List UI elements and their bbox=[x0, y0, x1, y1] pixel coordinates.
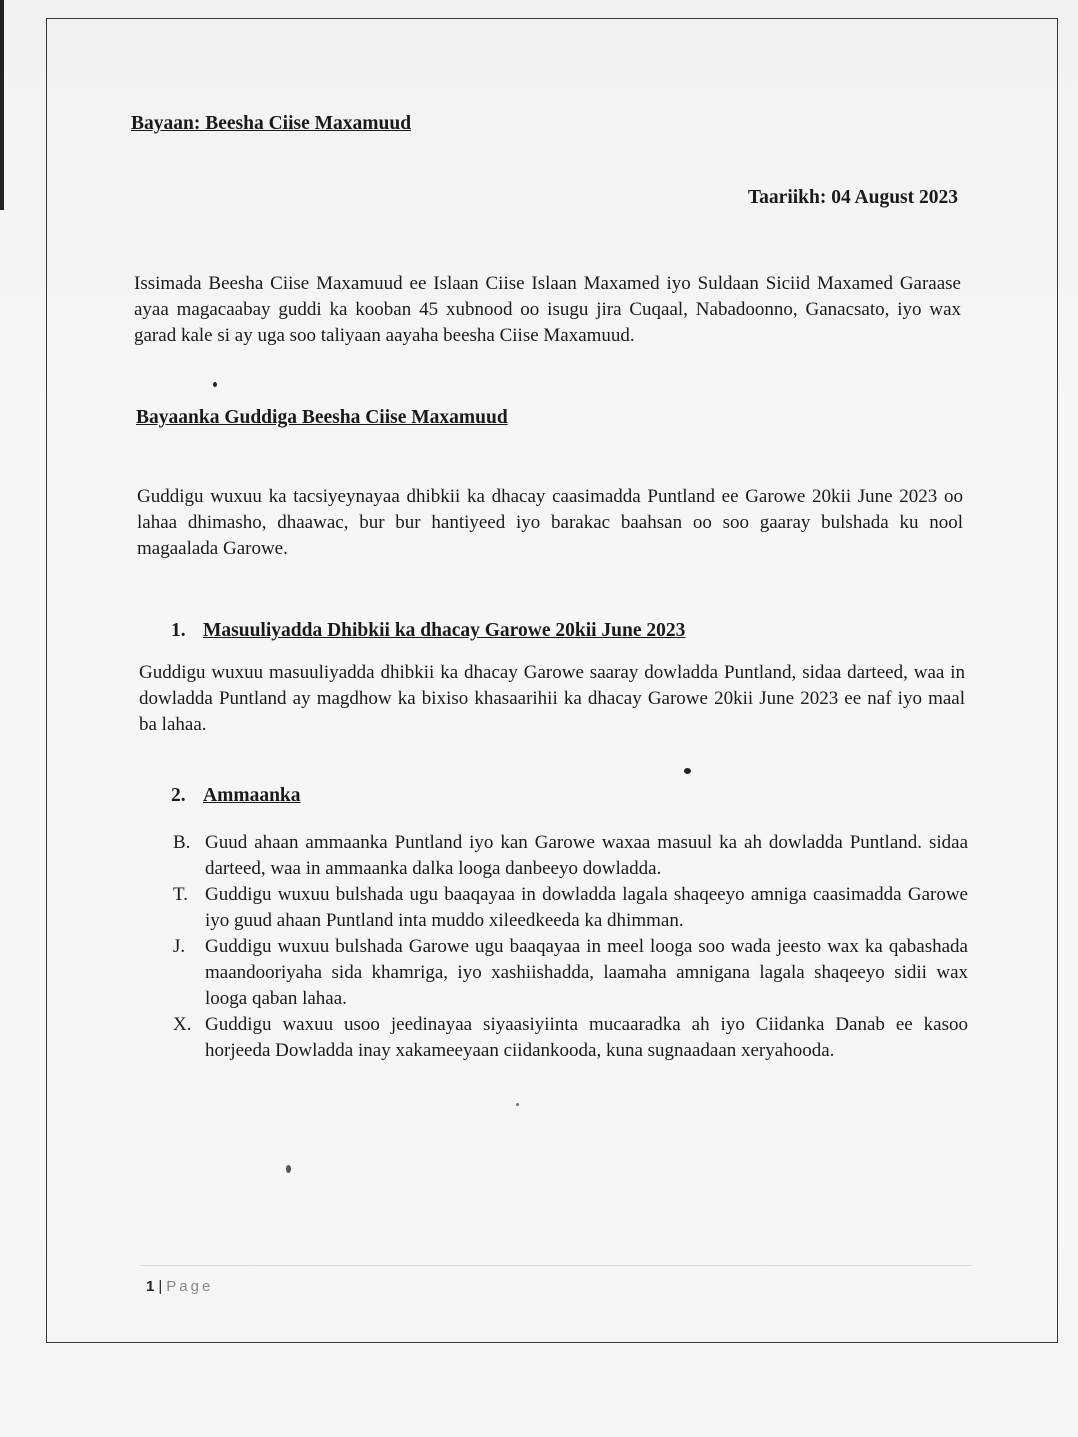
section-2-title: Ammaanka bbox=[203, 785, 301, 806]
list-item-text: Guud ahaan ammaanka Puntland iyo kan Garowe waxaa masuul ka ah dowladda Puntland. sidaa darteed, waa in ammaanka dalka looga danbeeyo dowladda. bbox=[205, 832, 968, 879]
scan-edge-shadow bbox=[0, 0, 4, 210]
list-item-text: Guddigu wuxuu bulshada ugu baaqayaa in dowladda lagala shaqeeyo amniga caasimadda Garowe iyo guud ahaan Puntland inta muddo xileedkeeda ka dhimman. bbox=[205, 884, 968, 931]
section-1-title: Masuuliyadda Dhibkii ka dhacay Garowe 20kii June 2023 bbox=[203, 620, 686, 641]
scan-speck bbox=[684, 768, 691, 774]
list-item bbox=[173, 830, 968, 882]
page-number: 1 bbox=[146, 1278, 155, 1295]
document-date: Taariikh: 04 August 2023 bbox=[747, 187, 958, 208]
list-item-label: X. bbox=[173, 1014, 192, 1035]
section-1-number: 1. bbox=[171, 620, 186, 641]
list-item-text: Guddigu wuxuu bulshada Garowe ugu baaqayaa in meel looga soo wada jeesto wax ka qabashada maandooriyaha sida khamriga, iyo xashiishadda, laamaha amnigana lagala shaqeeyo sidii wax looga qaban lahaa. bbox=[205, 936, 968, 1009]
section-1-paragraph: Guddigu wuxuu masuuliyadda dhibkii ka dhacay Garowe saaray dowladda Puntland, sidaa darteed, waa in dowladda Puntland ay magdhow ka bixiso khasaarihii ka dhacay Garowe 20kii June 2023 ee naf iyo maal ba lahaa. bbox=[139, 662, 965, 735]
list-item bbox=[173, 934, 968, 1012]
intro-paragraph: Issimada Beesha Ciise Maxamuud ee Islaan Ciise Islaan Maxamed iyo Suldaan Siciid Maxamed Garaase ayaa magacaabay guddi ka kooban 45 xubnood oo isugu jira Cuqaal, Nabadoonno, Ganacsato, iyo wax garad kale si ay uga soo taliyaan aayaha beesha Ciise Maxamuud. bbox=[134, 273, 961, 346]
section-2-heading bbox=[171, 785, 301, 807]
scan-speck bbox=[213, 382, 217, 387]
footer-divider bbox=[140, 1265, 972, 1266]
list-item-label: T. bbox=[173, 884, 188, 905]
list-item bbox=[173, 882, 968, 934]
list-item-label: J. bbox=[173, 936, 186, 957]
page-separator: | bbox=[158, 1278, 163, 1295]
condolence-paragraph: Guddigu wuxuu ka tacsiyeynayaa dhibkii ka dhacay caasimadda Puntland ee Garowe 20kii June 2023 oo lahaa dhimasho, dhaawac, bur bur hantiyeed iyo barakac baahsan oo soo gaaray bulshada ku nool magaalada Garowe. bbox=[137, 486, 963, 559]
page-footer bbox=[146, 1278, 213, 1295]
list-item bbox=[173, 1012, 968, 1064]
security-list bbox=[173, 830, 968, 1064]
scan-speck bbox=[516, 1103, 519, 1106]
section-1-heading bbox=[171, 620, 685, 642]
scan-speck bbox=[286, 1165, 291, 1173]
page-word: Page bbox=[166, 1278, 214, 1295]
list-item-label: B. bbox=[173, 832, 191, 853]
document-title: Bayaan: Beesha Ciise Maxamuud bbox=[131, 113, 412, 134]
section-2-number: 2. bbox=[171, 785, 186, 806]
list-item-text: Guddigu waxuu usoo jeedinayaa siyaasiyiinta mucaaradka ah iyo Ciidanka Danab ee kasoo horjeeda Dowladda inay xakameeyaan ciidankooda, kuna sugnaadaan xeryahooda. bbox=[205, 1014, 968, 1061]
statement-heading: Bayaanka Guddiga Beesha Ciise Maxamuud bbox=[136, 407, 508, 428]
